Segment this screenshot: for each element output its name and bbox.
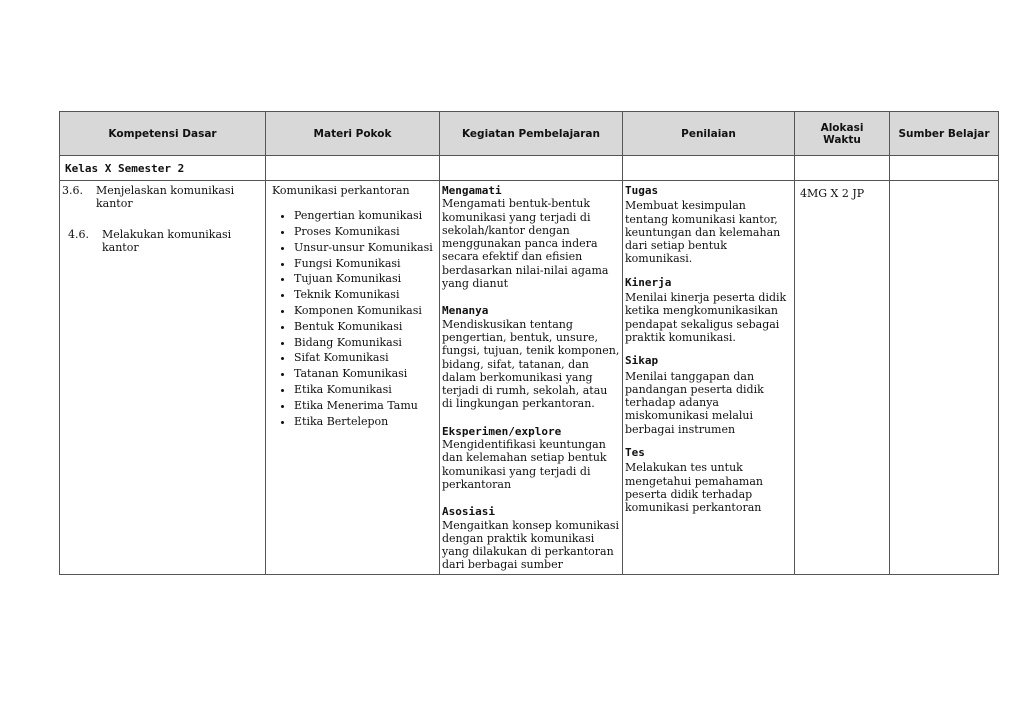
- kegiatan-title: Menanya: [442, 304, 489, 318]
- materi-title: Komunikasi perkantoran: [272, 184, 410, 197]
- materi-cell: [266, 181, 440, 575]
- kompetensi-text: Menjelaskan komunikasi kantor: [96, 184, 235, 211]
- penilaian-section: [625, 354, 792, 436]
- syllabus-table: [59, 111, 999, 575]
- penilaian-text: Melakukan tes untuk mengetahui pemahaman peserta didik terhadap komunikasi perkantoran: [625, 461, 763, 515]
- kompetensi-item: [62, 228, 263, 255]
- materi-item: • Pengertian komunikasi: [294, 208, 437, 224]
- kegiatan-section: [442, 184, 620, 290]
- kegiatan-text: Mengaitkan konsep komunikasi dengan praktik komunikasi yang dilakukan di perkantoran dari berbagai sumber: [442, 518, 620, 572]
- header-alokasi-line1: Alokasi: [820, 121, 864, 134]
- kelas-label: Kelas X Semester 2: [60, 156, 266, 181]
- kegiatan-text: Mengidentifikasi keuntungan dan kelemahan setiap bentuk komunikasi yang terjadi di perkantoran: [442, 438, 607, 491]
- header-kompetensi-dasar: Kompetensi Dasar: [60, 112, 266, 156]
- kelas-empty-cell: [266, 156, 440, 181]
- sumber-cell: [890, 181, 999, 575]
- penilaian-title: Kinerja: [625, 275, 672, 289]
- materi-list: [268, 208, 437, 429]
- kegiatan-text: Mendiskusikan tentang pengertian, bentuk, unsure, fungsi, tujuan, tenik komponen, bidang, sifat, tatanan, dan dalam berkomunikasi yang terjadi di rumh, sekolah, atau di lingkungan perkantoran.: [442, 317, 620, 411]
- kompetensi-item: [62, 184, 263, 211]
- kegiatan-section: [442, 505, 620, 571]
- materi-item: • Sifat Komunikasi: [294, 350, 437, 366]
- kelas-row: [60, 156, 999, 181]
- materi-item: • Bidang Komunikasi: [294, 335, 437, 351]
- kelas-empty-cell: [623, 156, 795, 181]
- header-kegiatan-pembelajaran: Kegiatan Pembelajaran: [440, 112, 623, 156]
- header-penilaian: Penilaian: [623, 112, 795, 156]
- kegiatan-text: Mengamati bentuk-bentuk komunikasi yang terjadi di sekolah/kantor dengan menggunakan panca indera secara efektif dan efisien berdasarkan nilai-nilai agama yang dianut: [442, 197, 609, 291]
- penilaian-text: Menilai kinerja peserta didik ketika mengkomunikasikan pendapat sekaligus sebagai praktik komunikasi.: [625, 291, 787, 344]
- penilaian-title: Tes: [625, 446, 645, 460]
- penilaian-cell: [623, 181, 795, 575]
- kegiatan-section: [442, 304, 620, 410]
- alokasi-value: 4MG X 2 JP: [800, 187, 865, 200]
- penilaian-section: [625, 276, 792, 344]
- materi-item: • Fungsi Komunikasi: [294, 256, 437, 272]
- materi-item: • Bentuk Komunikasi: [294, 319, 437, 335]
- kegiatan-title: Asosiasi: [442, 505, 495, 519]
- kompetensi-cell: [60, 181, 266, 575]
- kegiatan-title: Eksperimen/explore: [442, 424, 562, 438]
- penilaian-title: Sikap: [625, 354, 659, 368]
- materi-item: • Etika Menerima Tamu: [294, 398, 437, 414]
- kelas-empty-cell: [890, 156, 999, 181]
- materi-item: • Tujuan Komunikasi: [294, 271, 437, 287]
- kompetensi-text: Melakukan komunikasi kantor: [102, 227, 232, 254]
- materi-item: • Komponen Komunikasi: [294, 303, 437, 319]
- materi-item: • Teknik Komunikasi: [294, 287, 437, 303]
- kegiatan-cell: [440, 181, 623, 575]
- header-alokasi-waktu: [795, 112, 890, 156]
- materi-item: • Etika Komunikasi: [294, 382, 437, 398]
- materi-item: • Proses Komunikasi: [294, 224, 437, 240]
- header-materi-pokok: Materi Pokok: [266, 112, 440, 156]
- penilaian-section: [625, 446, 792, 514]
- header-sumber-belajar: Sumber Belajar: [890, 112, 999, 156]
- kompetensi-number: 3.6.: [62, 184, 83, 197]
- materi-item: • Etika Bertelepon: [294, 414, 437, 430]
- penilaian-text: Membuat kesimpulan tentang komunikasi kantor, keuntungan dan kelemahan dari setiap bentuk komunikasi.: [625, 199, 781, 266]
- kegiatan-section: [442, 425, 620, 491]
- kegiatan-title: Mengamati: [442, 184, 502, 197]
- header-alokasi-line2: Waktu: [823, 133, 861, 146]
- materi-item: • Unsur-unsur Komunikasi: [294, 240, 437, 256]
- penilaian-text: Menilai tanggapan dan pandangan peserta didik terhadap adanya miskomunikasi melalui berbagai instrumen: [625, 369, 764, 436]
- penilaian-section: [625, 184, 792, 266]
- header-row: [60, 112, 999, 156]
- kompetensi-number: 4.6.: [68, 227, 89, 241]
- kelas-empty-cell: [795, 156, 890, 181]
- kelas-empty-cell: [440, 156, 623, 181]
- content-row: [60, 181, 999, 575]
- penilaian-title: Tugas: [625, 184, 659, 197]
- materi-item: • Tatanan Komunikasi: [294, 366, 437, 382]
- alokasi-cell: [795, 181, 890, 575]
